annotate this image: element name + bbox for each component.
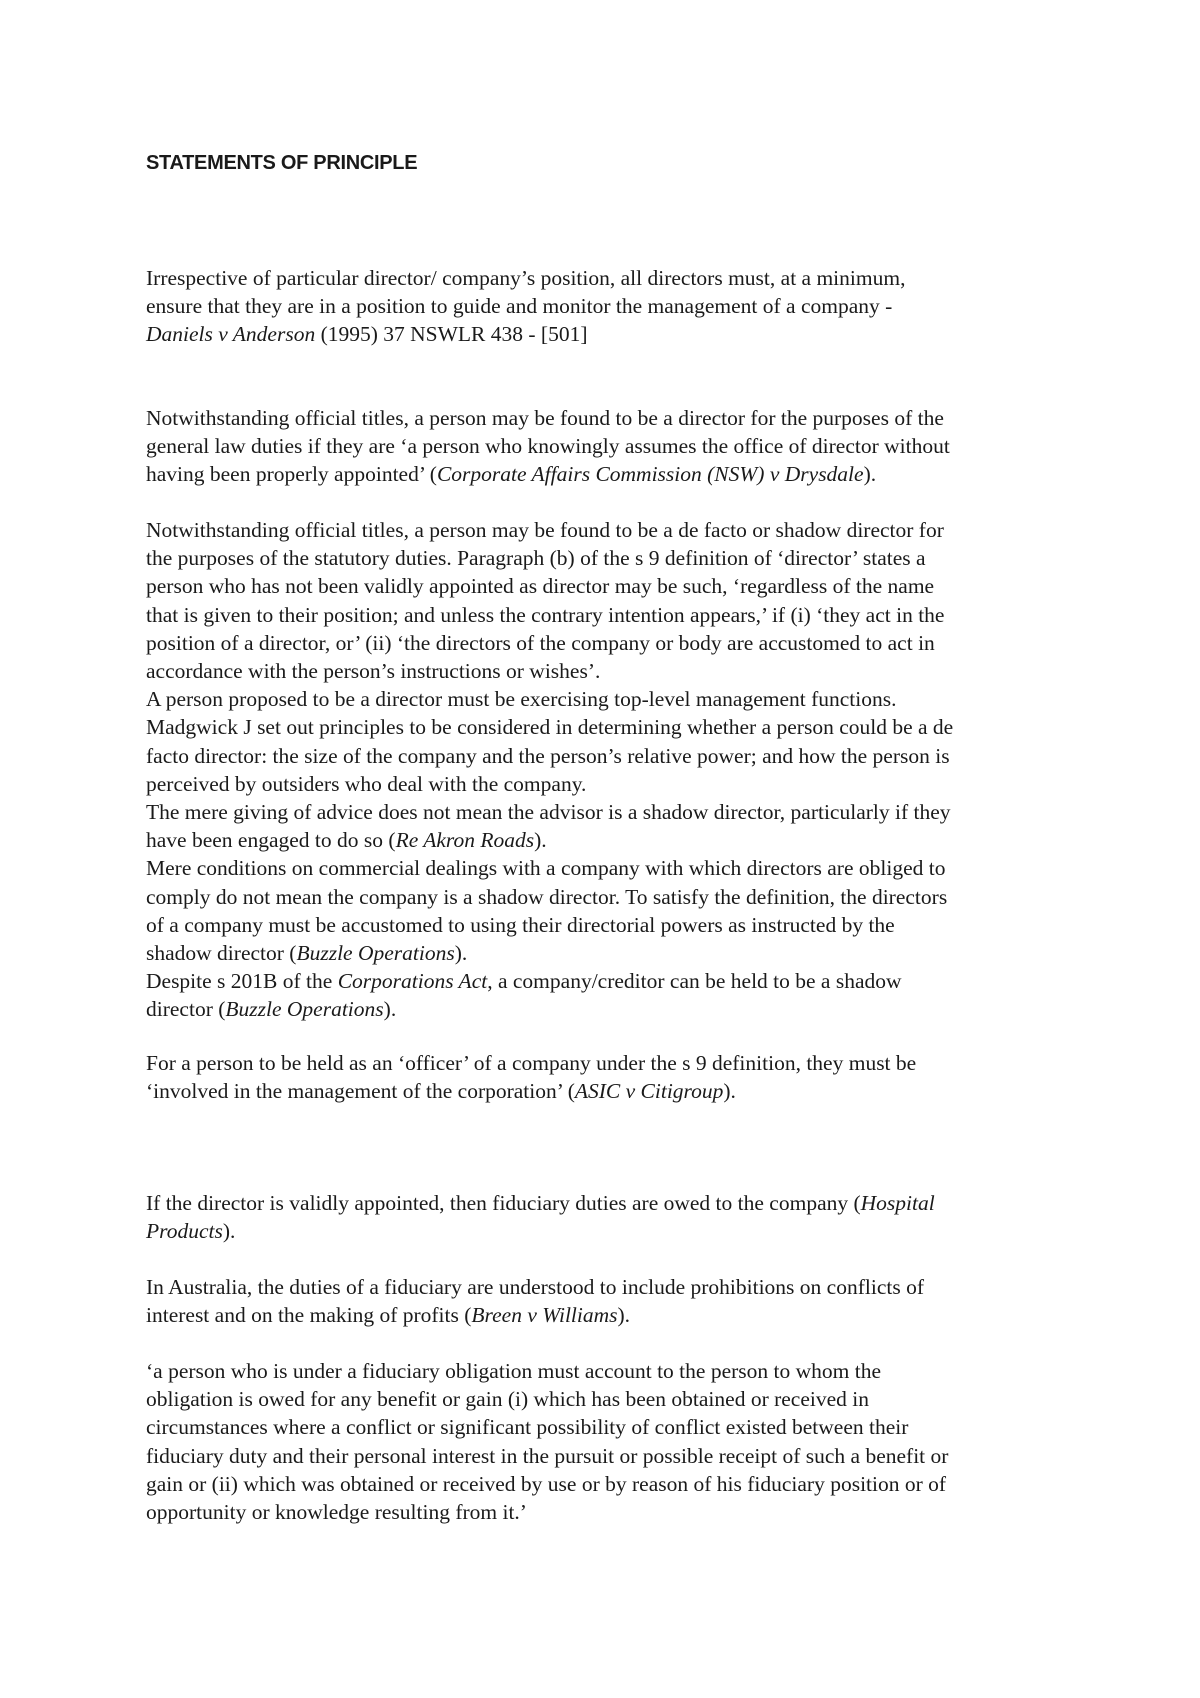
text-run: fiduciary duty and their personal interest in the pursuit or possible receipt of such a benefit or <box>146 1443 949 1468</box>
text-run: accordance with the person’s instructions or wishes’. <box>146 659 601 684</box>
text-run: (1995) 37 NSWLR 438 - [501] <box>315 322 588 347</box>
paragraph-daniels-v-anderson <box>146 264 1076 349</box>
text-run: ensure that they are in a position to guide and monitor the management of a company - <box>146 294 893 319</box>
paragraph-de-facto-shadow-director <box>146 516 1076 1024</box>
text-run: position of a director, or’ (ii) ‘the directors of the company or body are accustomed to act in <box>146 630 935 655</box>
case-citation: Daniels v Anderson <box>146 322 316 347</box>
paragraph-breen-v-williams <box>146 1273 1076 1329</box>
text-run: Despite s 201B of the <box>146 969 338 994</box>
text-run: comply do not mean the company is a shadow director. To satisfy the definition, the directors <box>146 884 948 909</box>
text-run: gain or (ii) which was obtained or received by use or by reason of his fiduciary position or of <box>146 1471 947 1496</box>
text-run: ). <box>863 462 877 487</box>
page-title: STATEMENTS OF PRINCIPLE <box>146 152 418 174</box>
text-run: ‘involved in the management of the corporation’ ( <box>146 1079 575 1104</box>
paragraph-officer-definition <box>146 1049 1076 1105</box>
text-run: have been engaged to do so ( <box>146 828 396 853</box>
text-run: interest and on the making of profits ( <box>146 1303 472 1328</box>
case-citation: Re Akron Roads <box>395 828 535 853</box>
paragraph-fiduciary-quote <box>146 1357 1076 1526</box>
case-citation: Breen v Williams <box>471 1303 618 1328</box>
text-run: ). <box>534 828 547 853</box>
text-run: person who has not been validly appointed as director may be such, ‘regardless of the name <box>146 574 935 599</box>
text-run: , a company/creditor can be held to be a shadow <box>487 969 902 994</box>
paragraph-hospital-products <box>146 1189 1076 1245</box>
text-run: opportunity or knowledge resulting from it.’ <box>146 1500 527 1525</box>
paragraph-drysdale <box>146 404 1076 489</box>
text-run: For a person to be held as an ‘officer’ of a company under the s 9 definition, they must be <box>146 1051 917 1075</box>
text-run: the purposes of the statutory duties. Paragraph (b) of the s 9 definition of ‘director’ states a <box>146 546 926 571</box>
text-run: Madgwick J set out principles to be considered in determining whether a person could be a de <box>146 715 954 740</box>
text-run: Notwithstanding official titles, a person may be found to be a director for the purposes of the <box>146 406 944 430</box>
text-run: ). <box>617 1303 631 1328</box>
case-citation: ASIC v Citigroup <box>574 1079 724 1104</box>
case-citation: Products <box>146 1219 223 1244</box>
text-run: ). <box>723 1079 736 1104</box>
text-run: that is given to their position; and unless the contrary intention appears,’ if (i) ‘they act in the <box>146 602 945 627</box>
text-run: Mere conditions on commercial dealings with a company with which directors are obliged to <box>146 856 946 881</box>
text-run: perceived by outsiders who deal with the company. <box>146 771 587 796</box>
text-run: obligation is owed for any benefit or gain (i) which has been obtained or received in <box>146 1387 870 1412</box>
text-run: In Australia, the duties of a fiduciary are understood to include prohibitions on conflicts of <box>146 1275 924 1299</box>
text-run: ). <box>454 941 468 966</box>
text-run: ). <box>222 1219 236 1244</box>
case-citation: Corporate Affairs Commission (NSW) v Drysdale <box>436 462 864 487</box>
text-run: Notwithstanding official titles, a person may be found to be a de facto or shadow director for <box>146 518 944 542</box>
text-run: A person proposed to be a director must be exercising top-level management functions. <box>146 687 897 712</box>
text-run: having been properly appointed’ ( <box>146 462 437 487</box>
text-run: ‘a person who is under a fiduciary obligation must account to the person to whom the <box>146 1359 882 1383</box>
text-run: The mere giving of advice does not mean the advisor is a shadow director, particularly if they <box>146 800 951 825</box>
text-run: Irrespective of particular director/ company’s position, all directors must, at a minimum, <box>146 266 906 290</box>
text-run: circumstances where a conflict or significant possibility of conflict existed between their <box>146 1415 909 1440</box>
text-run: facto director: the size of the company and the person’s relative power; and how the person is <box>146 743 950 768</box>
case-citation: Buzzle Operations <box>296 941 455 966</box>
text-run: ). <box>383 997 397 1022</box>
case-citation: Hospital <box>860 1191 935 1215</box>
text-run: of a company must be accustomed to using their directorial powers as instructed by the <box>146 912 895 937</box>
case-citation: Buzzle Operations <box>225 997 384 1022</box>
text-run: shadow director ( <box>146 941 297 966</box>
text-run: If the director is validly appointed, then fiduciary duties are owed to the company ( <box>146 1191 861 1215</box>
text-run: director ( <box>146 997 226 1022</box>
case-citation: Corporations Act <box>337 969 488 994</box>
text-run: general law duties if they are ‘a person who knowingly assumes the office of director without <box>146 434 950 459</box>
